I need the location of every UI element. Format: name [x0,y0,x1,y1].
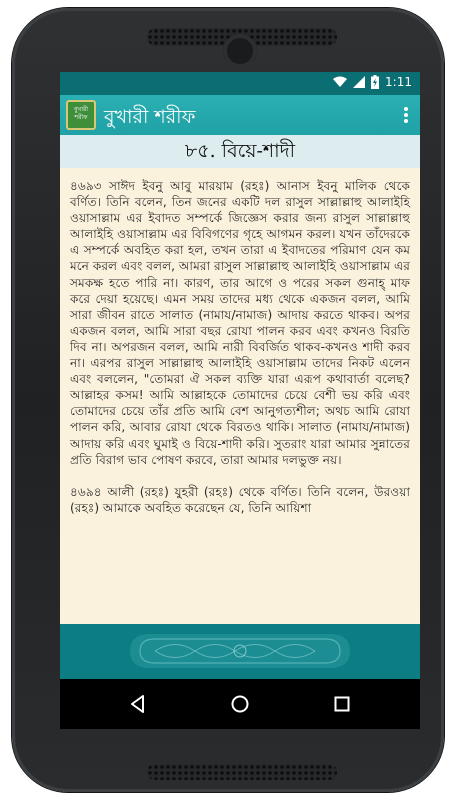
app-logo [66,100,96,130]
navigation-bar [60,679,420,729]
hadith-text: ৪৬৯৩ সাঈদ ইবনু আবু মারয়াম (রহঃ) আনাস ইবনু মালিক থেকে বর্ণিত। তিনি বলেন, তিন জনের একটি দল রাসুল সাল্লাল্লাহু আলাইহি ওয়াসাল্লাম এর ইবাদত সম্পর্কে জিজ্ঞেস করার জন্য রাসুল সাল্লাল্লাহু আলাইহি ওয়াসাল্লাম এর বিবিগণের গৃহে আগমন করল। যখন তাঁদেরকে এ সম্পর্কে অবহিত করা হল, তখন তারা এ ইবাদতের পরিমাণ যেন কম মনে করল এবং বলল, আমরা রাসুল সাল্লাল্লাহু আলাইহি ওয়াসাল্লাম এর সমকক্ষ হতে পারি না। কারণ, তার আগে ও পরের সকল গুনাহ্ মাফ করে দেয়া হয়েছে। এমন সময় তাদের মধ্য থেকে একজন বলল, আমি সারা জীবন রাতে সালাত (নামায/নামাজ) আদায় করতে থাকব। অপর একজন বলল, আমি সারা বছর রোযা পালন করব এবং কখনও বিরতি দিব না। অপরজন বলল, আমি নারী বিবর্জিত থাকব-কখনও শাদী করব না। এরপর রাসুল সাল্লাল্লাহু আলাইহি ওয়াসাল্লাম তাদের নিকট এলেন এবং বললেন, "তোমরা ঐ সকল ব্যক্তি যারা এরূপ কথাবার্তা বলেছ? আল্লাহর কসম! আমি আল্লাহকে তোমাদের চেয়ে বেশী ভয় করি এবং তোমাদের চেয়ে তাঁর প্রতি আমি বেশ আনুগত্যশীল; অথচ আমি রোযা পালন করি, আবার রোযা থেকে বিরতও থাকি। সালাত (নামায/নামাজ) আদায় করি এবং ঘুমাই ও বিয়ে-শাদী করি। সুতরাং যারা আমার সুন্নাতের প্রতি বিরাগ ভাব পোষণ করবে, তারা আমার দলভুক্ত নয়। [70,179,410,467]
status-time: 1:11 [385,75,412,89]
battery-charging-icon [371,75,379,89]
back-icon[interactable] [124,690,152,718]
app-bar [60,95,420,135]
screen [60,72,420,729]
front-camera [223,34,257,68]
app-logo-text-1: বুখারী [73,106,89,113]
ornament-banner [60,624,420,679]
wifi-icon [333,76,347,88]
recents-icon[interactable] [328,690,356,718]
phone-frame [12,8,444,792]
bottom-speaker [147,764,337,780]
hadith-content[interactable] [60,168,420,624]
overflow-menu-icon[interactable] [402,105,410,125]
hadith-text: ৪৬৯৪ আলী (রহঃ) যুহরী (রহঃ) থেকে বর্ণিত। তিনি বলেন, উরওয়া (রহঃ) আমাকে অবহিত করেছেন যে, তিনি আয়িশা [70,484,410,515]
status-bar [60,72,420,95]
home-icon[interactable] [226,690,254,718]
chapter-title: ৮৫. বিয়ে-শাদী [60,135,420,169]
app-logo-text-2: শরীফ [74,114,88,121]
app-title: বুখারী শরীফ [104,106,196,128]
signal-icon [353,76,365,88]
